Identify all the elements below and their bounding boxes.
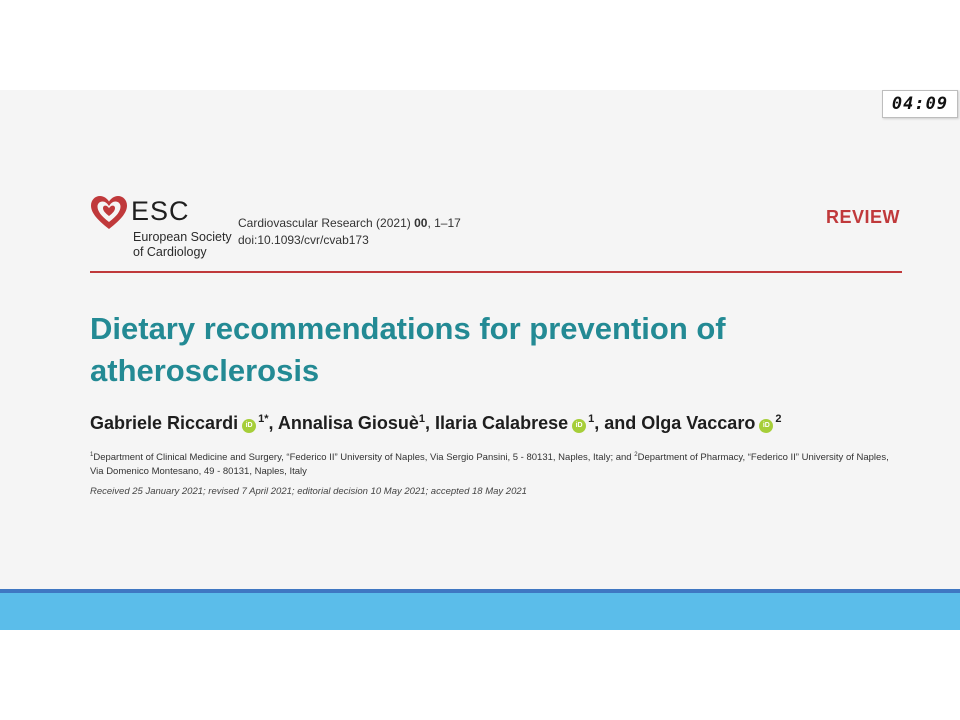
header-divider — [90, 271, 902, 273]
article-title: Dietary recommendations for prevention of atherosclerosis — [90, 311, 726, 388]
journal-doi: doi:10.1093/cvr/cvab173 — [238, 233, 369, 247]
logo-abbreviation: ESC — [131, 196, 190, 226]
author-list: Gabriele Riccardi $iD^{1*}$, Annalisa Giosuè$^1$, Ilaria Calabrese $iD^1$, and Olga Vaccaro $iD^2$ — [90, 413, 782, 433]
esc-logo — [90, 195, 235, 261]
logo-org-line1: European Society — [133, 230, 232, 244]
logo-org-line2: of Cardiology — [133, 245, 207, 259]
orcid-icon[interactable]: iD — [242, 419, 256, 433]
journal-pages: , 1–17 — [427, 216, 461, 230]
orcid-icon[interactable]: iD — [759, 419, 773, 433]
orcid-icon[interactable]: iD — [572, 419, 586, 433]
journal-volume: 00 — [414, 216, 428, 230]
author-name: Gabriele Riccardi — [90, 413, 239, 433]
publication-dates: Received 25 January 2021; revised 7 April 2021; editorial decision 10 May 2021; accepted 18 May 2021 — [90, 486, 527, 497]
author-name: and Olga Vaccaro — [604, 413, 756, 433]
logo-organization — [133, 230, 232, 260]
heart-icon — [90, 195, 128, 231]
article-type: REVIEW — [825, 207, 900, 227]
countdown-timer: 04:09 — [882, 90, 958, 118]
author-affiliation-mark: 1 — [418, 413, 425, 425]
author-name: Annalisa Giosuè — [277, 413, 419, 433]
author-affiliation-mark: 2 — [775, 413, 782, 425]
author-affiliation-mark: 1* — [258, 413, 269, 425]
footer-band — [0, 593, 960, 630]
author-affiliation-mark: 1 — [588, 413, 595, 425]
journal-name-year: Cardiovascular Research (2021) — [238, 216, 415, 230]
journal-citation — [238, 215, 461, 249]
author-name: Ilaria Calabrese — [435, 413, 569, 433]
affiliations: $^1$Department of Clinical Medicine and Surgery, “Federico II” University of Naples, Via Sergio Pansini, 5 - 80131, Naples, Italy; and $^2$Department of Pharmacy, “Federico II” University of Naples, Via Domenico Montesano, 49 - 80131, Naples, Italy — [90, 452, 889, 478]
